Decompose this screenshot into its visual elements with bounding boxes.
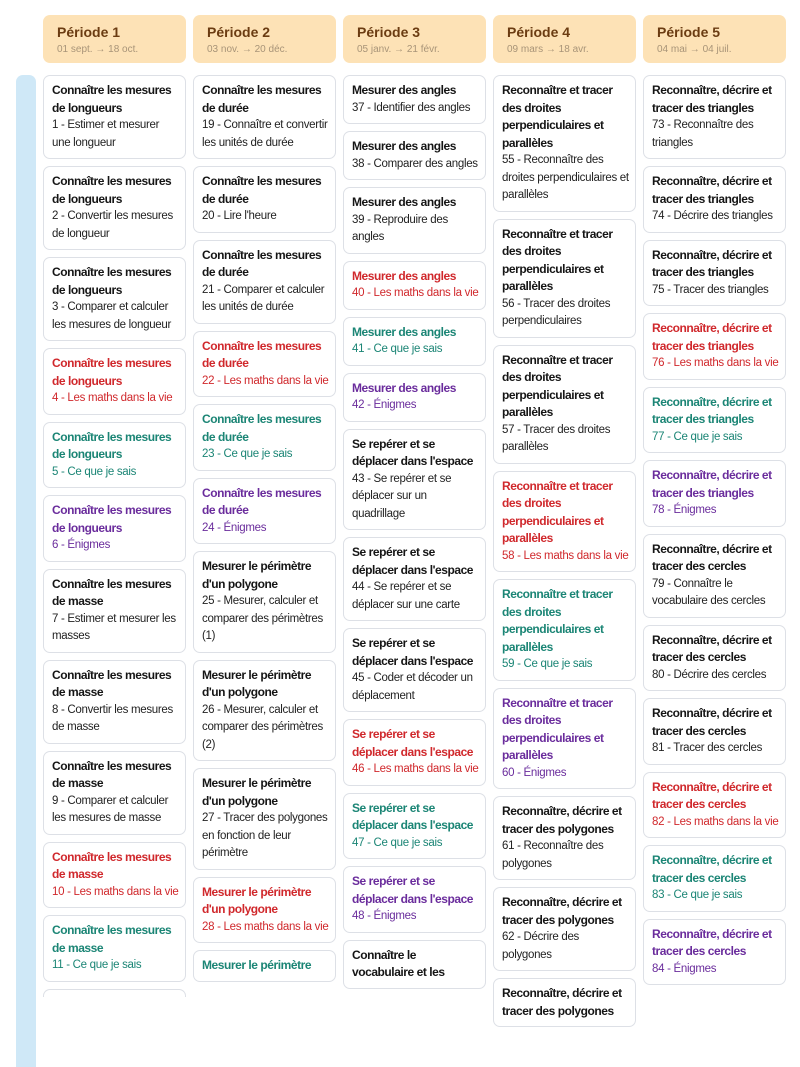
lesson-card[interactable] [493, 75, 636, 212]
lesson-card[interactable] [493, 688, 636, 790]
lesson-theme: Mesurer des angles [352, 380, 456, 395]
period-title: Période 2 [207, 24, 271, 40]
lesson-card[interactable] [43, 660, 186, 744]
lesson-title: 4 - Les maths dans la vie [52, 392, 173, 404]
period-title: Période 5 [657, 24, 721, 40]
lesson-card[interactable] [493, 796, 636, 880]
lesson-card[interactable] [43, 751, 186, 835]
lesson-card[interactable] [643, 75, 786, 159]
lesson-theme: Mesurer des angles [352, 324, 456, 339]
lesson-theme: Reconnaître, décrire et tracer des triangles [652, 174, 772, 206]
lesson-title: 2 - Convertir les mesures de longueur [52, 210, 173, 240]
lesson-theme: Mesurer des angles [352, 268, 456, 283]
lesson-title: 23 - Ce que je sais [202, 448, 293, 460]
lesson-title: 3 - Comparer et calculer les mesures de longueur [52, 301, 172, 331]
lesson-title: 82 - Les maths dans la vie [652, 815, 779, 828]
lesson-card[interactable] [643, 313, 786, 380]
lesson-title: 7 - Estimer et mesurer les masses [52, 612, 176, 642]
lesson-card[interactable] [493, 219, 636, 338]
lesson-theme: Reconnaître, décrire et tracer des cercles [652, 853, 772, 885]
lesson-card[interactable] [493, 887, 636, 971]
lesson-card[interactable] [193, 166, 336, 233]
lesson-title: 37 - Identifier des angles [352, 101, 471, 114]
period-title: Période 4 [507, 24, 571, 40]
lesson-title: 11 - Ce que je sais [52, 959, 142, 971]
lesson-theme: Reconnaître et tracer des droites perpendiculaires et parallèles [502, 587, 613, 654]
lesson-title: 61 - Reconnaître des polygones [502, 840, 604, 870]
lesson-title: 24 - Énigmes [202, 521, 267, 534]
lesson-theme: Mesurer le périmètre d'un polygone [202, 559, 312, 591]
lesson-title: 76 - Les maths dans la vie [652, 357, 779, 369]
lesson-card[interactable] [343, 793, 486, 860]
lesson-card[interactable] [343, 719, 486, 786]
period-column-3 [343, 15, 486, 989]
lesson-card[interactable] [343, 866, 486, 933]
lesson-theme: Mesurer le périmètre d'un polygone [202, 884, 312, 916]
lesson-card[interactable] [193, 404, 336, 471]
lesson-title: 56 - Tracer des droites perpendiculaires [502, 297, 611, 327]
lesson-title: 79 - Connaître le vocabulaire des cercles [652, 577, 766, 607]
lesson-title: 45 - Coder et décoder un déplacement [352, 672, 473, 702]
lesson-title: 6 - Énigmes [52, 539, 111, 551]
lesson-title: 60 - Énigmes [502, 766, 567, 779]
lesson-card[interactable] [43, 989, 186, 997]
lesson-title: 83 - Ce que je sais [652, 889, 743, 901]
lesson-theme: Connaître les mesures de longueurs [52, 429, 172, 461]
lesson-card[interactable] [643, 534, 786, 618]
period-header[interactable] [643, 15, 786, 63]
period-dates: 04 mai → 04 juil. [657, 44, 732, 55]
lesson-title: 74 - Décrire des triangles [652, 210, 773, 222]
lesson-title: 59 - Ce que je sais [502, 658, 593, 670]
lesson-theme: Connaître les mesures de durée [202, 412, 322, 444]
lesson-theme: Reconnaître, décrire et tracer des cercles [652, 541, 772, 573]
lesson-theme: Reconnaître, décrire et tracer des triangles [652, 321, 772, 353]
lesson-theme: Reconnaître, décrire et tracer des triangles [652, 468, 772, 500]
lesson-card[interactable] [43, 348, 186, 415]
lesson-title: 47 - Ce que je sais [352, 836, 443, 849]
lesson-theme: Connaître les mesures de longueurs [52, 265, 172, 297]
period-dates: 05 janv. → 21 févr. [357, 44, 440, 55]
lesson-title: 39 - Reproduire des angles [352, 213, 448, 243]
lesson-card[interactable] [493, 978, 636, 1027]
lesson-card[interactable] [193, 877, 336, 944]
period-header[interactable] [343, 15, 486, 63]
lesson-theme: Connaître les mesures de durée [202, 338, 322, 370]
period-dates: 09 mars → 18 avr. [507, 44, 589, 55]
lesson-theme: Reconnaître, décrire et tracer des cercles [652, 632, 772, 664]
lesson-theme: Reconnaître, décrire et tracer des cercles [652, 926, 772, 958]
period-column-2 [193, 15, 336, 982]
lesson-title: 58 - Les maths dans la vie [502, 549, 629, 562]
lesson-card[interactable] [193, 950, 336, 982]
lesson-card[interactable] [343, 628, 486, 712]
lesson-theme: Mesurer le périmètre d'un polygone [202, 776, 312, 808]
period-dates: 03 nov. → 20 déc. [207, 44, 288, 55]
lesson-theme: Connaître les mesures de durée [202, 174, 322, 206]
lesson-theme: Connaître les mesures de longueurs [52, 503, 172, 535]
lesson-card[interactable] [43, 842, 186, 909]
lesson-theme: Reconnaître et tracer des droites perpendiculaires et parallèles [502, 695, 613, 762]
lesson-card[interactable] [343, 317, 486, 366]
lesson-card[interactable] [643, 460, 786, 527]
lesson-title: 55 - Reconnaître des droites perpendiculaires et parallèles [502, 154, 629, 201]
lesson-theme: Connaître les mesures de longueurs [52, 356, 172, 388]
lesson-title: 10 - Les maths dans la vie [52, 885, 179, 898]
lesson-card[interactable] [193, 551, 336, 653]
lesson-card[interactable] [343, 373, 486, 422]
lesson-card[interactable] [643, 240, 786, 307]
lesson-theme: Connaître les mesures de longueurs [52, 174, 172, 206]
lesson-title: 20 - Lire l'heure [202, 210, 277, 222]
lesson-title: 81 - Tracer des cercles [652, 742, 763, 754]
lesson-card[interactable] [43, 166, 186, 250]
lesson-title: 46 - Les maths dans la vie [352, 763, 479, 775]
lesson-title: 40 - Les maths dans la vie [352, 287, 479, 299]
period-title: Période 1 [57, 24, 121, 40]
lesson-card[interactable] [43, 495, 186, 562]
lesson-theme: Mesurer des angles [352, 139, 456, 153]
lesson-title: 43 - Se repérer et se déplacer sur un quadrillage [352, 472, 452, 520]
lesson-theme: Se repérer et se déplacer dans l'espace [352, 874, 474, 906]
period-header[interactable] [43, 15, 186, 63]
timeline-rail [16, 75, 36, 1067]
lesson-theme: Reconnaître et tracer des droites perpendiculaires et parallèles [502, 83, 613, 150]
lesson-title: 27 - Tracer des polygones en fonction de leur périmètre [202, 812, 328, 859]
lesson-title: 42 - Énigmes [352, 399, 417, 411]
lesson-card[interactable] [43, 569, 186, 653]
lesson-card[interactable] [643, 698, 786, 765]
lesson-theme: Mesurer des angles [352, 195, 456, 209]
lesson-title: 38 - Comparer des angles [352, 157, 478, 170]
lesson-card[interactable] [343, 187, 486, 254]
lesson-theme: Reconnaître, décrire et tracer des triangles [652, 83, 772, 115]
lesson-title: 28 - Les maths dans la vie [202, 920, 329, 933]
lesson-theme: Connaître les mesures de durée [202, 485, 322, 517]
lesson-theme: Reconnaître et tracer des droites perpendiculaires et parallèles [502, 226, 613, 293]
lesson-title: 41 - Ce que je sais [352, 343, 443, 355]
lesson-card[interactable] [343, 429, 486, 531]
lesson-card[interactable] [193, 331, 336, 398]
lesson-theme: Se repérer et se déplacer dans l'espace [352, 436, 474, 468]
lesson-card[interactable] [343, 75, 486, 124]
lesson-card[interactable] [343, 261, 486, 310]
lesson-card[interactable] [643, 387, 786, 454]
lesson-theme: Mesurer le périmètre [202, 958, 312, 972]
lesson-theme: Reconnaître et tracer des droites perpendiculaires et parallèles [502, 352, 613, 419]
period-header[interactable] [493, 15, 636, 63]
lesson-title: 8 - Convertir les mesures de masse [52, 703, 173, 733]
lesson-theme: Connaître le vocabulaire et les [352, 947, 445, 979]
lesson-title: 25 - Mesurer, calculer et comparer des périmètres (1) [202, 595, 323, 642]
lesson-title: 57 - Tracer des droites parallèles [502, 423, 611, 453]
lesson-card[interactable] [43, 75, 186, 159]
lesson-card[interactable] [43, 422, 186, 489]
lesson-card[interactable] [643, 845, 786, 912]
lesson-theme: Connaître les mesures de longueurs [52, 83, 172, 115]
period-header[interactable] [193, 15, 336, 63]
lesson-theme: Reconnaître, décrire et tracer des triangles [652, 394, 772, 426]
lesson-card[interactable] [493, 471, 636, 573]
lesson-theme: Mesurer le périmètre d'un polygone [202, 667, 312, 699]
lesson-theme: Reconnaître, décrire et tracer des polygones [502, 804, 622, 836]
lesson-title: 1 - Estimer et mesurer une longueur [52, 119, 160, 149]
lesson-card[interactable] [343, 537, 486, 621]
lesson-card[interactable] [43, 257, 186, 341]
lesson-title: 19 - Connaître et convertir les unités de durée [202, 119, 328, 149]
lesson-title: 78 - Énigmes [652, 504, 717, 516]
lesson-theme: Se repérer et se déplacer dans l'espace [352, 727, 474, 759]
lesson-title: 22 - Les maths dans la vie [202, 374, 329, 387]
lesson-title: 84 - Énigmes [652, 962, 717, 975]
lesson-card[interactable] [193, 768, 336, 870]
lesson-theme: Connaître les mesures de masse [52, 667, 172, 699]
period-title: Période 3 [357, 24, 421, 40]
lesson-theme: Connaître les mesures de masse [52, 758, 172, 790]
lesson-title: 9 - Comparer et calculer les mesures de masse [52, 794, 169, 824]
lesson-theme: Connaître les mesures de masse [52, 849, 172, 881]
lesson-theme: Reconnaître, décrire et tracer des polygones [502, 895, 622, 927]
lesson-title: 73 - Reconnaître des triangles [652, 119, 754, 149]
lesson-card[interactable] [493, 579, 636, 681]
period-column-5 [643, 15, 786, 985]
lesson-theme: Se repérer et se déplacer dans l'espace [352, 636, 474, 668]
period-column-1 [43, 15, 186, 997]
lesson-card[interactable] [643, 625, 786, 692]
lesson-theme: Connaître les mesures de durée [202, 83, 322, 115]
lesson-title: 80 - Décrire des cercles [652, 668, 767, 681]
lesson-theme: Se repérer et se déplacer dans l'espace [352, 545, 474, 577]
period-columns [43, 0, 800, 1027]
lesson-theme: Reconnaître et tracer des droites perpendiculaires et parallèles [502, 478, 613, 545]
lesson-theme: Reconnaître, décrire et tracer des cercles [652, 706, 772, 738]
lesson-card[interactable] [193, 478, 336, 545]
period-column-4 [493, 15, 636, 1027]
lesson-card[interactable] [193, 75, 336, 159]
lesson-card[interactable] [643, 166, 786, 233]
lesson-theme: Mesurer des angles [352, 83, 456, 97]
lesson-title: 26 - Mesurer, calculer et comparer des périmètres (2) [202, 703, 323, 751]
lesson-theme: Reconnaître, décrire et tracer des triangles [652, 247, 772, 279]
lesson-theme: Connaître les mesures de masse [52, 576, 172, 608]
lesson-card[interactable] [643, 772, 786, 839]
lesson-title: 48 - Énigmes [352, 910, 417, 922]
lesson-card[interactable] [643, 919, 786, 986]
lesson-card[interactable] [343, 940, 486, 989]
period-dates: 01 sept. → 18 oct. [57, 44, 139, 55]
lesson-title: 21 - Comparer et calculer les unités de durée [202, 283, 325, 313]
lesson-theme: Reconnaître, décrire et tracer des cercles [652, 779, 772, 811]
lesson-title: 62 - Décrire des polygones [502, 931, 580, 961]
lesson-title: 44 - Se repérer et se déplacer sur une carte [352, 581, 460, 611]
lesson-theme: Connaître les mesures de durée [202, 247, 322, 279]
lesson-title: 5 - Ce que je sais [52, 465, 137, 478]
lesson-card[interactable] [193, 240, 336, 324]
lesson-card[interactable] [43, 915, 186, 982]
lesson-theme: Reconnaître, décrire et tracer des polygones [502, 986, 622, 1018]
lesson-card[interactable] [343, 131, 486, 180]
lesson-card[interactable] [193, 660, 336, 762]
lesson-title: 77 - Ce que je sais [652, 430, 743, 443]
lesson-theme: Se repérer et se déplacer dans l'espace [352, 800, 474, 832]
lesson-card[interactable] [493, 345, 636, 464]
lesson-theme: Connaître les mesures de masse [52, 923, 172, 955]
lesson-title: 75 - Tracer des triangles [652, 283, 769, 296]
